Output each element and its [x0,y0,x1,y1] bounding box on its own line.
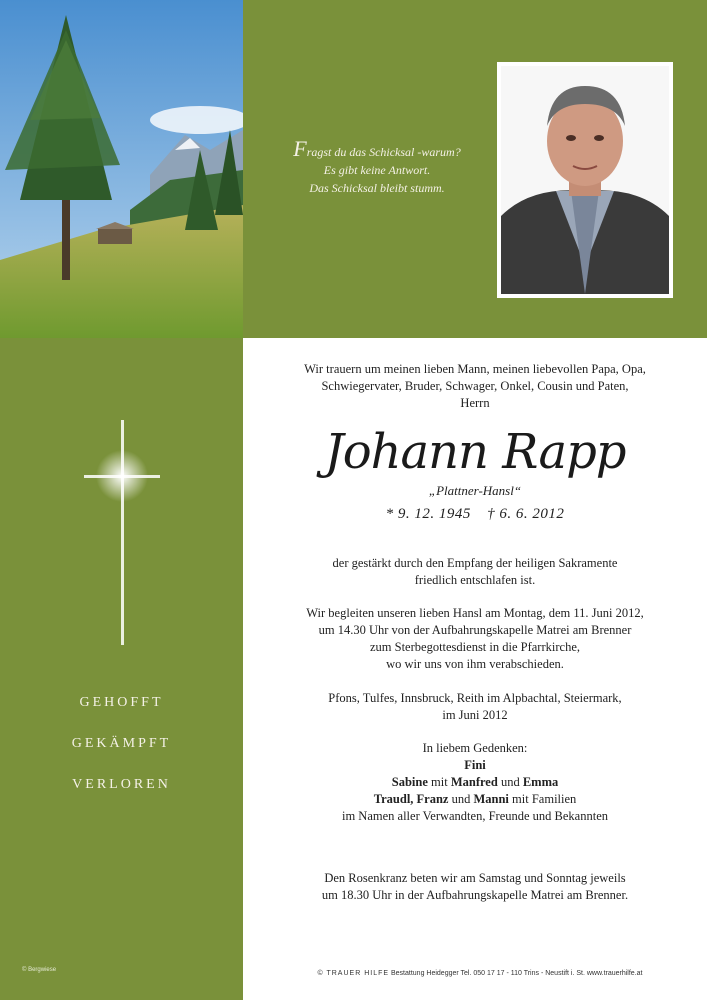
mourner-line-1 [260,757,690,774]
memory-title: In liebem Gedenken: [422,741,528,755]
connector-text: mit Familien [508,792,577,806]
intro-line-2: Schwiegervater, Bruder, Schwager, Onkel, Cousin und Paten, [321,379,629,393]
intro-text [260,361,690,412]
intro-line-3: Herrn [460,396,490,410]
rosary-line-1: Den Rosenkranz beten wir am Samstag und Sonntag jeweils [324,871,626,885]
sacraments-line-1: der gestärkt durch den Empfang der heiligen Sakramente [332,556,618,570]
rosary-line-2: um 18.30 Uhr in der Aufbahrungskapelle Matrei am Brenner. [321,888,629,902]
footer [260,970,700,977]
quote-initial: F [293,136,307,161]
funeral-line-4: wo wir uns von ihm verabschieden. [386,657,564,671]
connector-text: und [448,792,474,806]
rosary-text [260,870,690,904]
place-line-2: im Juni 2012 [442,708,508,722]
funeral-line-2: um 14.30 Uhr von der Aufbahrungskapelle Matrei am Brenner [318,623,632,637]
place-line-1: Pfons, Tulfes, Innsbruck, Reith im Alpbachtal, Steiermark, [328,691,622,705]
funeral-line-1: Wir begleiten unseren lieben Hansl am Montag, dem 11. Juni 2012, [306,606,644,620]
quote [262,136,492,197]
intro-line-1: Wir trauern um meinen lieben Mann, meinen liebevollen Papa, Opa, [304,362,646,376]
place-date-text [260,690,690,724]
mourner-emma: Emma [522,775,559,789]
connector-text: mit [427,775,451,789]
motto-lost: VERLOREN [72,777,171,792]
landscape-illustration [0,0,243,338]
portrait-frame [497,62,673,298]
mourner-line-3 [260,791,690,808]
funeral-text [260,605,690,673]
quote-line-3: Das Schicksal bleibt stumm. [309,181,445,195]
nickname: „Plattner-Hansl“ [428,483,522,498]
sacraments-text [260,555,690,589]
mourner-line-2 [260,774,690,791]
portrait-illustration [501,66,669,294]
trauerhilfe-logo: © TRAUER HILFE [317,970,390,977]
death-date: † 6. 6. 2012 [487,506,565,522]
quote-line-1: ragst du das Schicksal -warum? [306,145,461,159]
connector-text: und [497,775,523,789]
motto-hoped: GEHOFFT [79,695,164,710]
life-dates [260,506,690,523]
deceased-name: Johann Rapp [324,424,626,480]
portrait-photo [501,66,669,294]
mourners-block [260,740,690,825]
landscape-photo [0,0,243,338]
mourner-manfred: Manfred [450,775,498,789]
motto-fought: GEKÄMPFT [71,736,172,751]
mourner-manni: Manni [473,792,509,806]
sacraments-line-2: friedlich entschlafen ist. [414,573,536,587]
cross-icon [76,420,172,645]
photo-credit: © Bergwiese [22,967,57,973]
funeral-line-3: zum Sterbegottesdienst in die Pfarrkirche, [369,640,580,654]
mourner-line-4: im Namen aller Verwandten, Freunde und Bekannten [341,809,608,823]
quote-line-2: Es gibt keine Antwort. [323,163,431,177]
mourner-traudl-franz: Traudl, Franz [373,792,449,806]
mourner-sabine: Sabine [391,775,428,789]
footer-contact: Bestattung Heidegger Tel. 050 17 17 - 110 Trins - Neustift i. St. www.trauerhilfe.at [391,970,643,977]
birth-date: * 9. 12. 1945 [385,506,471,522]
mourner-fini: Fini [464,758,486,772]
